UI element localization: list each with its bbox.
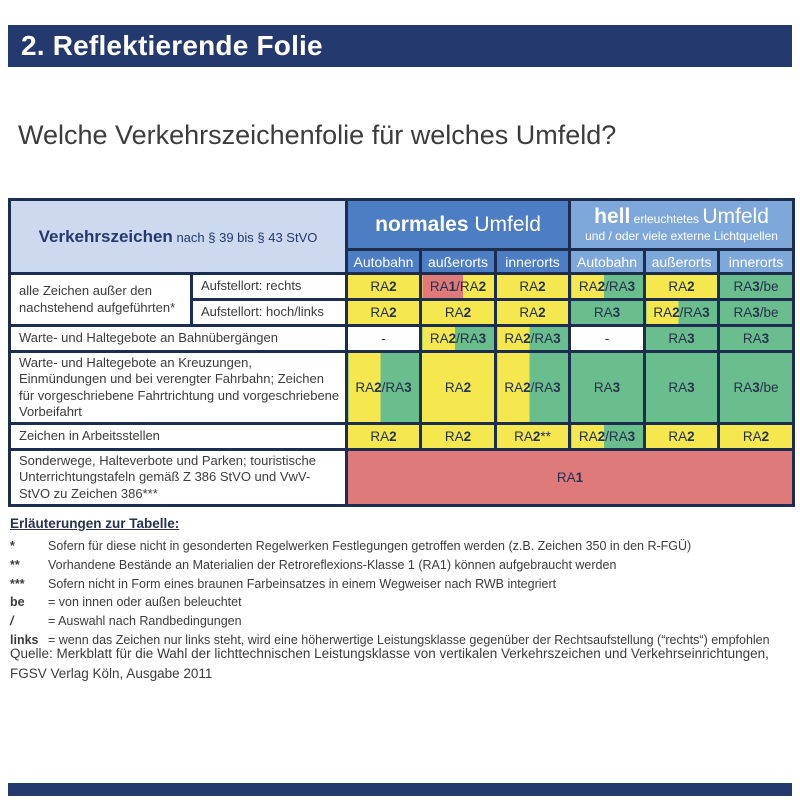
ra-cell: RA2 [496, 300, 570, 326]
normales-umfeld-header-cell [347, 200, 570, 250]
ra-cell: - [347, 326, 421, 352]
footnote-marker: / [10, 614, 14, 628]
ra-cell: RA3 [645, 352, 719, 424]
verkehrszeichen-header-cell [10, 200, 347, 274]
ra-cell: RA2 [496, 274, 570, 300]
table-row [10, 450, 794, 506]
footnote-marker: *** [10, 576, 25, 591]
hell-label-bold: hell [594, 204, 631, 228]
ra-cell: RA2 [645, 274, 719, 300]
ra-cell: RA2 [347, 300, 421, 326]
verkehrszeichen-note: nach § 39 bis § 43 StVO [172, 229, 318, 245]
footnote-marker: * [10, 539, 15, 553]
row-sublabel-rechts: Aufstellort: rechts [192, 274, 347, 300]
ra-cell: - [570, 326, 645, 352]
verkehrszeichen-label: Verkehrszeichen [38, 226, 173, 246]
col-header-innerorts-normal: innerorts [496, 250, 570, 274]
hell-header-line2: und / oder viele externe Lichtquellen [585, 228, 778, 243]
ra-cell: RA2 [347, 274, 421, 300]
page-title-banner [8, 25, 792, 67]
hell-label-rest: Umfeld [702, 204, 769, 228]
ra-cell: RA2 [347, 424, 421, 450]
ra-cell: RA2 [645, 424, 719, 450]
ra-cell: RA3 [570, 352, 645, 424]
col-header-ausserorts-hell: außerorts [645, 250, 719, 274]
row-label-arbeitsstellen: Zeichen in Arbeitsstellen [10, 424, 347, 450]
foil-selection-table [8, 198, 795, 507]
hell-header-line1 [571, 204, 792, 229]
footnote-text: Sofern für diese nicht in gesonderten Regelwerken Festlegungen getroffen werden (z.B. Zeichen 350 in den R-FGÜ) [48, 539, 692, 553]
row-sublabel-hoch-links: Aufstellort: hoch/links [192, 300, 347, 326]
table-row [10, 326, 794, 352]
hell-umfeld-header-cell [570, 200, 794, 250]
ra-cell: RA3 [719, 326, 794, 352]
ra-cell: RA2/RA3 [421, 326, 496, 352]
row-label-kreuzungen: Warte- und Haltegebote an Kreuzungen, Einmündungen und bei verengter Fahrbahn; Zeichen für vorgeschriebene Fahrtrichtung und vorgeschriebene Vorbeifahrt [10, 352, 347, 424]
ra-cell: RA1/RA2 [421, 274, 496, 300]
footnote-be [10, 595, 792, 610]
source-line2: FGSV Verlag Köln, Ausgabe 2011 [10, 665, 213, 681]
table-row [10, 352, 794, 424]
source-citation [10, 644, 769, 683]
ra-cell: RA2/RA3 [645, 300, 719, 326]
row-label-bahnuebergaenge: Warte- und Haltegebote an Bahnübergängen [10, 326, 347, 352]
footnote-text: = Auswahl nach Randbedingungen [48, 614, 242, 628]
footnote-text: = von innen oder außen beleuchtet [48, 595, 242, 610]
normales-label-rest: Umfeld [468, 212, 541, 236]
normales-label-bold: normales [375, 212, 469, 236]
ra-cell: RA3 [570, 300, 645, 326]
page-subtitle: Welche Verkehrszeichenfolie für welches Umfeld? [18, 120, 617, 150]
ra-cell: RA2/RA3 [496, 326, 570, 352]
col-header-ausserorts-normal: außerorts [421, 250, 496, 274]
footnote-triple-star [10, 577, 792, 592]
row-label-alle-zeichen: alle Zeichen außer den nachstehend aufgeführten* [10, 274, 192, 326]
footnote-star [10, 539, 792, 554]
col-header-autobahn-hell: Autobahn [570, 250, 645, 274]
ra-cell: RA2 [421, 424, 496, 450]
table-row [10, 274, 794, 300]
ra-cell-ra1-span: RA1 [347, 450, 794, 506]
footnote-double-star [10, 558, 792, 573]
footnote-marker: ** [10, 557, 20, 572]
footnote-text: Sofern nicht in Form eines braunen Farbeinsatzes in einem Wegweiser nach RWB integriert [48, 576, 557, 591]
footnote-text: Vorhandene Bestände an Materialien der Retroreflexions-Klasse 1 (RA1) können aufgebraucht werden [48, 557, 617, 572]
footnote-marker: links [10, 632, 39, 647]
footnote-slash [10, 614, 792, 629]
ra-cell: RA3/be [719, 300, 794, 326]
footnote-marker: be [10, 595, 25, 610]
ra-cell: RA2** [496, 424, 570, 450]
legend-heading: Erläuterungen zur Tabelle: [10, 516, 180, 531]
page-title: 2. Reflektierende Folie [21, 30, 323, 61]
footnote-text: = wenn das Zeichen nur links steht, wird eine höherwertige Leistungsklasse gegenüber der Rechtsaufstellung (“rechts“) empfohlen [48, 632, 770, 647]
ra-cell: RA2/RA3 [570, 424, 645, 450]
table-row [10, 424, 794, 450]
ra-cell: RA3/be [719, 352, 794, 424]
table-group-header-row [10, 200, 794, 250]
ra-cell: RA3/be [719, 274, 794, 300]
col-header-innerorts-hell: innerorts [719, 250, 794, 274]
footer-bar [8, 783, 792, 796]
ra-cell: RA2 [421, 352, 496, 424]
ra-cell: RA2/RA3 [496, 352, 570, 424]
hell-label-mid: erleuchtetes [630, 211, 703, 226]
source-line1: Quelle: Merkblatt für die Wahl der lichttechnischen Leistungsklasse von vertikalen Verkehrszeichen und Verkehrseinrichtungen, [10, 646, 769, 661]
ra-cell: RA2/RA3 [347, 352, 421, 424]
row-label-sonderwege: Sonderwege, Halteverbote und Parken; touristische Unterrichtungstafeln gemäß Z 386 StVO und VwV-StVO zu Zeichen 386*** [10, 450, 347, 506]
ra-cell: RA2 [421, 300, 496, 326]
ra-cell: RA2/RA3 [570, 274, 645, 300]
ra-cell: RA2 [719, 424, 794, 450]
ra-cell: RA3 [645, 326, 719, 352]
table-legend [10, 516, 792, 652]
col-header-autobahn-normal: Autobahn [347, 250, 421, 274]
